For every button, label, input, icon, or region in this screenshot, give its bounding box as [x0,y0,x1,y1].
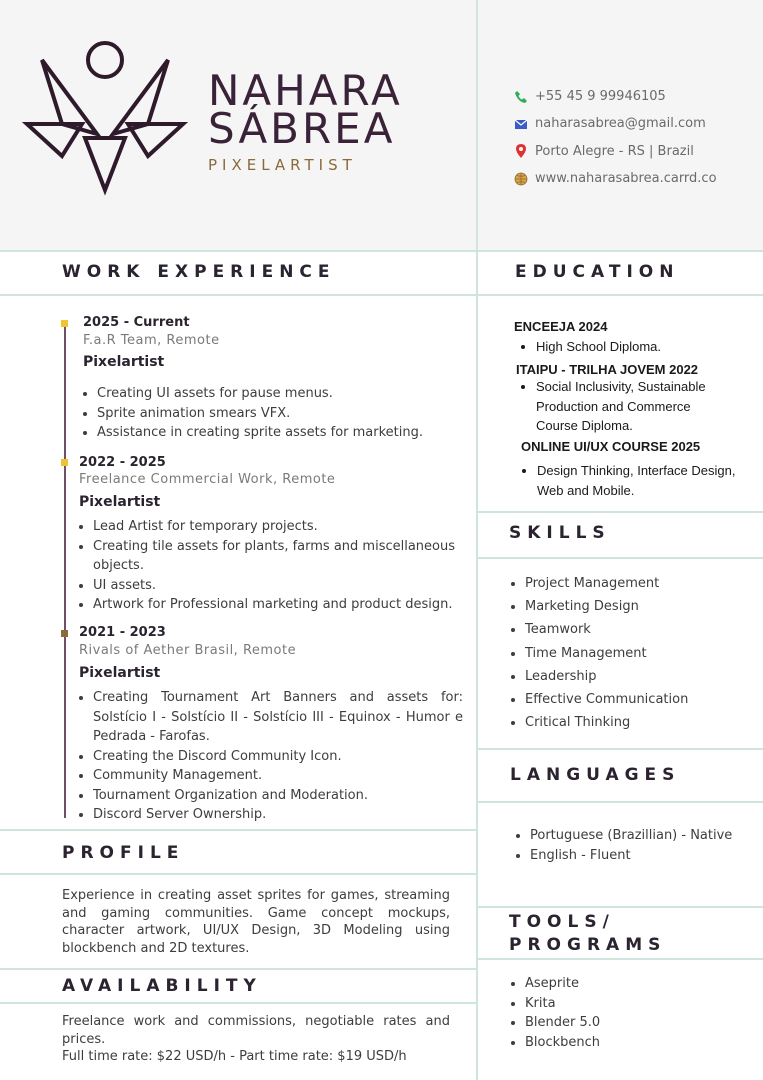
website-text: www.naharasabrea.carrd.co [535,171,717,186]
list-item: • Tournament Organization and Moderation. [93,786,463,806]
list-item: • Creating Tournament Art Banners and assets for: Solstício I - Solstício II - Solstício III - Equinox - Humor e Pedrada - Farofas. [93,688,463,747]
work-date: 2022 - 2025 [79,455,166,470]
divider [0,1002,476,1004]
work-role: Pixelartist [83,354,165,370]
education-heading: ONLINE UI/UX COURSE 2025 [521,439,701,454]
list-item: • Blockbench [525,1033,725,1053]
timeline-marker [61,320,68,327]
work-bullets [81,384,477,443]
phone-icon [514,90,528,104]
list-item: • Assistance in creating sprite assets for marketing. [97,423,477,443]
tools-list [509,974,725,1052]
education-items [518,337,736,357]
work-experience-title: WORK EXPERIENCE [62,262,336,282]
education-items [518,377,736,436]
contact-phone[interactable] [514,89,666,104]
first-name: NAHARA [208,66,403,115]
list-item: • Artwork for Professional marketing and product design. [93,595,485,615]
education-heading: ENCEEJA 2024 [514,319,608,334]
phone-text: +55 45 9 99946105 [535,89,666,104]
skills-title: SKILLS [509,523,611,543]
list-item: • Krita [525,994,725,1014]
divider [476,801,763,803]
work-company: F.a.R Team, Remote [83,333,220,348]
divider [476,511,763,513]
tools-title: TOOLS/ [509,912,615,932]
divider [0,250,763,252]
contact-location[interactable] [514,143,694,159]
tools-title: PROGRAMS [509,935,667,955]
languages-title: LANGUAGES [510,765,681,785]
list-item: • Portuguese (Brazillian) - Native [530,826,763,846]
work-date: 2021 - 2023 [79,625,166,640]
email-text: naharasabrea@gmail.com [535,116,706,131]
list-item: • Design Thinking, Interface Design, Web and Mobile. [537,461,737,500]
list-item: • Lead Artist for temporary projects. [93,517,485,537]
list-item: • Community Management. [93,766,463,786]
location-text: Porto Alegre - RS | Brazil [535,143,694,159]
list-item: • High School Diploma. [536,337,736,357]
timeline-line [64,323,66,818]
list-item: • Blender 5.0 [525,1013,725,1033]
list-item: • Time Management [525,642,763,665]
list-item: • Leadership [525,665,763,688]
list-item: • Aseprite [525,974,725,994]
list-item: • Project Management [525,572,763,595]
divider [0,968,476,970]
job-title: PIXELARTIST [208,156,357,174]
education-title: EDUCATION [515,262,680,282]
list-item: • Creating UI assets for pause menus. [97,384,477,404]
work-company: Freelance Commercial Work, Remote [79,472,336,487]
divider [476,557,763,559]
languages-list [514,826,763,865]
profile-title: PROFILE [62,843,185,863]
divider [0,294,763,296]
last-name: SÁBREA [208,104,396,153]
list-item: • UI assets. [93,576,485,596]
work-bullets [77,688,463,825]
location-pin-icon [514,143,528,159]
divider [476,906,763,908]
globe-icon [514,172,528,186]
contact-website[interactable] [514,171,717,186]
contact-email[interactable] [514,116,706,131]
work-role: Pixelartist [79,494,161,510]
profile-text: Experience in creating asset sprites for games, streaming and gaming communities. Game concept mockups, character artwork, UI/UX Design, 3D Modeling using blockbench and 2D textures. [62,888,450,956]
availability-text [62,1013,450,1066]
list-item: • Discord Server Ownership. [93,805,463,825]
list-item: • Social Inclusivity, Sustainable Production and Commerce Course Diploma. [536,377,736,436]
work-company: Rivals of Aether Brasil, Remote [79,643,297,658]
list-item: • Marketing Design [525,595,763,618]
availability-rates: Full time rate: $22 USD/h - Part time rate: $19 USD/h [62,1049,407,1064]
timeline-marker [61,630,68,637]
work-role: Pixelartist [79,665,161,681]
work-bullets [77,517,485,615]
list-item: • Effective Communication [525,688,763,711]
divider [476,958,763,960]
work-date: 2025 - Current [83,315,190,330]
list-item: • Creating tile assets for plants, farms and miscellaneous objects. [93,537,485,576]
mail-icon [514,117,528,131]
timeline-marker [61,459,68,466]
divider [476,748,763,750]
list-item: • English - Fluent [530,846,763,866]
list-item: • Critical Thinking [525,711,763,734]
divider [0,873,476,875]
education-items [519,461,737,500]
skills-list [509,572,763,734]
availability-title: AVAILABILITY [62,976,262,996]
list-item: • Creating the Discord Community Icon. [93,747,463,767]
pixel-logo-icon [22,38,188,198]
education-heading: ITAIPU - TRILHA JOVEM 2022 [516,362,699,377]
availability-line: Freelance work and commissions, negotiable rates and prices. [62,1014,450,1047]
list-item: • Sprite animation smears VFX. [97,404,477,424]
list-item: • Teamwork [525,618,763,641]
divider [0,829,476,831]
